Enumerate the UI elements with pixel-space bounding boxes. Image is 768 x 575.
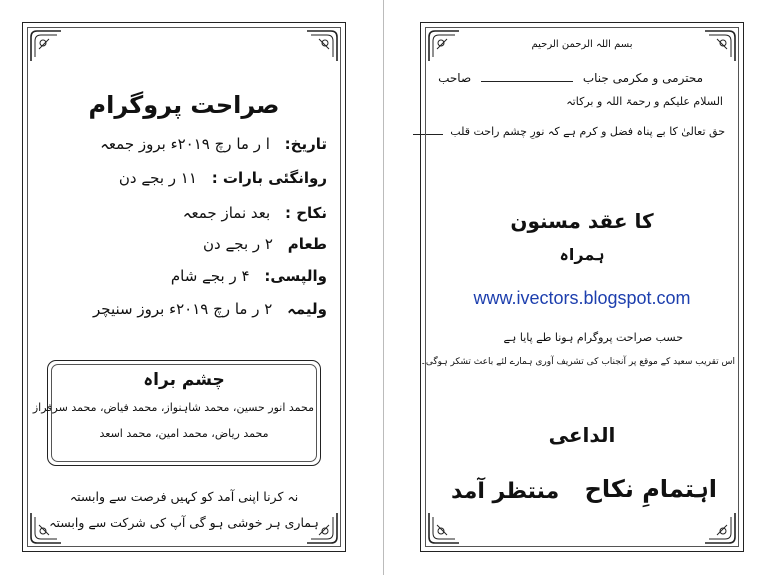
corner-ornament-icon	[427, 29, 461, 63]
corner-ornament-icon	[305, 29, 339, 63]
schedule-label: تاریخ:	[284, 135, 327, 153]
arrangement-label: اہتمامِ نکاح	[584, 475, 717, 503]
schedule-label: نکاح :	[284, 204, 327, 222]
schedule-value: ۴ ر بجے شام	[170, 267, 250, 285]
schedule-label: روانگئی بارات :	[211, 169, 327, 187]
salutation-suffix: صاحب	[438, 71, 472, 85]
schedule-row-meal	[41, 235, 327, 261]
corner-ornament-icon	[29, 29, 63, 63]
footer-couplet-line-2: ہماری ہر خوشی ہو گی آپ کی شرکت سے وابستہ	[49, 515, 319, 530]
waiting-names-line-1: محمد انور حسین، محمد شاہنواز، محمد فیاض، محمد سرفراز	[32, 401, 314, 414]
program-line: حسب صراحت پروگرام ہونا طے پایا ہے	[503, 331, 683, 344]
awaiting-label: منتظر آمد	[451, 479, 560, 504]
schedule-value: ۲ ر ما رچ ۲۰۱۹ء بروز سنیچر	[93, 300, 273, 318]
corner-ornament-icon	[305, 511, 339, 545]
corner-ornament-icon	[29, 511, 63, 545]
invitation-card	[420, 22, 744, 552]
schedule-row-return	[41, 267, 327, 293]
schedule-label: ولیمہ	[287, 300, 327, 318]
corner-ornament-icon	[703, 511, 737, 545]
bismillah: بسم اللہ الرحمن الرحیم	[531, 39, 633, 50]
schedule-row-nikah	[41, 204, 327, 230]
waiting-names-line-2: محمد ریاض، محمد امین، محمد اسعد	[99, 427, 269, 440]
schedule-row-procession	[41, 169, 327, 195]
recipient-name-blank	[481, 81, 573, 82]
salam-line: السلام علیکم و رحمۃ اللہ و برکاتہ	[566, 95, 723, 108]
with-label: ہمراہ	[559, 245, 605, 264]
website-link[interactable]: www.ivectors.blogspot.com	[473, 288, 691, 308]
program-card	[22, 22, 346, 552]
program-title: صراحت پروگرام	[88, 91, 280, 119]
schedule-value: بعد نماز جمعہ	[182, 204, 271, 222]
groom-name-blank	[413, 134, 443, 135]
schedule-row-date	[41, 135, 327, 161]
schedule-value: ا ر ما رچ ۲۰۱۹ء بروز جمعہ	[100, 135, 270, 153]
salutation-prefix: محترمی و مکرمی جناب	[582, 71, 703, 85]
waiting-box	[32, 360, 321, 466]
corner-ornament-icon	[703, 29, 737, 63]
schedule-label: والپسی:	[264, 267, 327, 285]
schedule-value: ۲ ر بجے دن	[203, 235, 273, 253]
ceremony-title: کا عقد مسنون	[510, 209, 654, 233]
intro-text: حق تعالیٰ کا بے پناہ فضل و کرم ہے کہ نورِ چشم راحت قلب	[450, 125, 725, 138]
footer-couplet-line-1: نہ کرنا اپنی آمد کو کہیں فرصت سے وابستہ	[69, 489, 299, 504]
schedule-label: طعام	[287, 235, 327, 253]
corner-ornament-icon	[427, 511, 461, 545]
waiting-heading: چشم براہ	[143, 370, 225, 390]
salutation-line	[438, 71, 703, 85]
intro-line	[413, 125, 725, 138]
schedule-value: ۱۱ ر بجے دن	[118, 169, 197, 187]
inviter-heading: الداعی	[548, 423, 616, 447]
page-fold-line	[383, 0, 384, 575]
request-line: اس تقریب سعید کے موقع پر آنجناب کی تشریف آوری ہمارے لئے باعث تشکر ہوگی۔	[420, 357, 735, 367]
schedule-row-walima	[41, 300, 327, 326]
